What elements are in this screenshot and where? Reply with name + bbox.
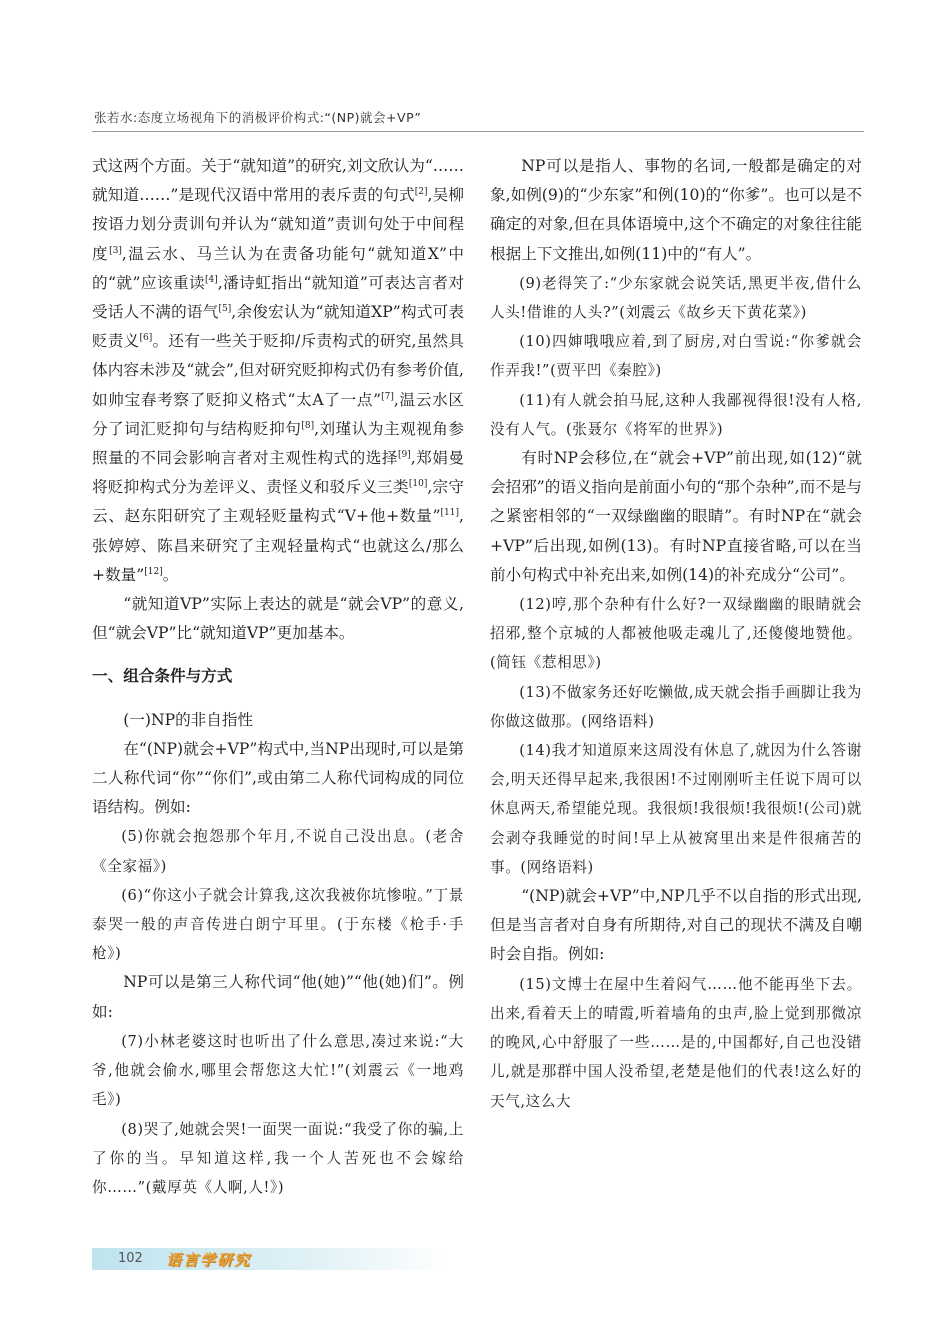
running-header: 张若水:态度立场视角下的消极评价构式:“(NP)就会+VP” bbox=[94, 110, 422, 125]
example-sentence: (13)不做家务还好吃懒做,成天就会指手画脚让我为你做这做那。(网络语料) bbox=[490, 683, 862, 730]
example-sentence: (6)“你这小子就会计算我,这次我被你坑惨啦。”丁景泰哭一般的声音传进白朗宁耳里。(于东楼《枪手·手枪》) bbox=[92, 886, 464, 963]
left-column bbox=[92, 152, 464, 1202]
example-sentence: (12)哼,那个杂种有什么好?一双绿幽幽的眼睛就会招邪,整个京城的人都被他吸走魂儿了,还傻傻地赞他。(简钰《惹相思》) bbox=[490, 596, 862, 672]
example-sentence: (14)我才知道原来这周没有休息了,就因为什么答谢会,明天还得早起来,我很困!不过刚刚听主任说下周可以休息两天,希望能兑现。我很烦!我很烦!我很烦!(公司)就会剥夺我睡觉的时间!早上从被窝里出来是件很痛苦的事。(网络语料) bbox=[490, 742, 862, 876]
subsection-heading: (一)NP的非自指性 bbox=[123, 710, 254, 729]
example-sentence: (15)文博士在屋中生着闷气……他不能再坐下去。出来,看着天上的晴霞,听着墙角的虫声,脸上觉到那微凉的晚风,心中舒服了一些……是的,中国都好,自己也没错儿,就是那群中国人没希望,老楚是他们的代表!这么好的天气,这么大 bbox=[490, 975, 862, 1110]
body-paragraph: “(NP)就会+VP”中,NP几乎不以自指的形式出现,但是当言者对自身有所期待,对自己的现状不满及自嘲时会自指。例如: bbox=[490, 887, 862, 964]
body-paragraph: “就知道VP”实际上表达的就是“就会VP”的意义,但“就会VP”比“就知道VP”更加基本。 bbox=[92, 595, 464, 643]
footer-bar bbox=[92, 1248, 450, 1270]
body-paragraph: NP可以是第三人称代词“他(她)”“他(她)们”。例如: bbox=[92, 973, 464, 1021]
journal-logo: 语言学研究 bbox=[166, 1251, 252, 1269]
header-rule bbox=[92, 131, 864, 132]
right-column bbox=[490, 152, 862, 1116]
page-number: 102 bbox=[118, 1251, 143, 1266]
body-paragraph: 有时NP会移位,在“就会+VP”前出现,如(12)“就会招邪”的语义指向是前面小句的“那个杂种”,而不是与之紧密相邻的“一双绿幽幽的眼睛”。有时NP在“就会+VP”后出现,如例(13)。有时NP直接省略,可以在当前小句构式中补充出来,如例(14)的补充成分“公司”。 bbox=[490, 449, 862, 584]
body-paragraph: 在“(NP)就会+VP”构式中,当NP出现时,可以是第二人称代词“你”“你们”,或由第二人称代词构成的同位语结构。例如: bbox=[92, 739, 464, 817]
example-sentence: (11)有人就会拍马屁,这种人我鄙视得很!没有人格,没有人气。(张聂尔《将军的世界》) bbox=[490, 391, 862, 438]
example-sentence: (7)小林老婆这时也听出了什么意思,凑过来说:“大爷,他就会偷水,哪里会帮您这大忙!”(刘震云《一地鸡毛》) bbox=[92, 1032, 464, 1109]
example-sentence: (5)你就会抱怨那个年月,不说自己没出息。(老舍《全家福》) bbox=[92, 828, 464, 875]
body-paragraph: 式这两个方面。关于“就知道”的研究,刘文欣认为“……就知道……”是现代汉语中常用的表斥责的句式[2],吴柳按语力划分责训句并认为“就知道”责训句处于中间程度[3],温云水、马兰认为在责备功能句“就知道X”中的“就”应该重读[4],潘诗虹指出“就知道”可表达言者对受话人不满的语气[5],余俊宏认为“就知道XP”构式可表贬责义[6]。还有一些关于贬抑/斥责构式的研究,虽然具体内容未涉及“就会”,但对研究贬抑构式仍有参考价值,如帅宝春考察了贬抑义格式“太A了一点”[7],温云水区分了词汇贬抑句与结构贬抑句[8],刘瑾认为主观视角参照量的不同会影响言者对主观性构式的选择[9],郑娟曼将贬抑构式分为差评义、责怪义和驳斥义三类[10],宗守云、赵东阳研究了主观轻贬量构式“V+他+数量”[11],张婷婷、陈昌来研究了主观轻量构式“也就这么/那么+数量”[12]。 bbox=[92, 157, 464, 584]
body-paragraph: NP可以是指人、事物的名词,一般都是确定的对象,如例(9)的“少东家”和例(10)的“你爹”。也可以是不确定的对象,但在具体语境中,这个不确定的对象往往能根据上下文推出,如例(11)中的“有人”。 bbox=[490, 157, 862, 263]
section-heading: 一、组合条件与方式 bbox=[92, 667, 233, 686]
example-sentence: (8)哭了,她就会哭!一面哭一面说:“我受了你的骗,上了你的当。早知道这样,我一个人苦死也不会嫁给你……”(戴厚英《人啊,人!》) bbox=[92, 1120, 464, 1196]
example-sentence: (9)老得笑了:“少东家就会说笑话,黑更半夜,借什么人头!借谁的人头?”(刘震云《故乡天下黄花菜》) bbox=[490, 274, 862, 322]
example-sentence: (10)四婶哦哦应着,到了厨房,对白雪说:“你爹就会作弄我!”(贾平凹《秦腔》) bbox=[490, 333, 862, 380]
